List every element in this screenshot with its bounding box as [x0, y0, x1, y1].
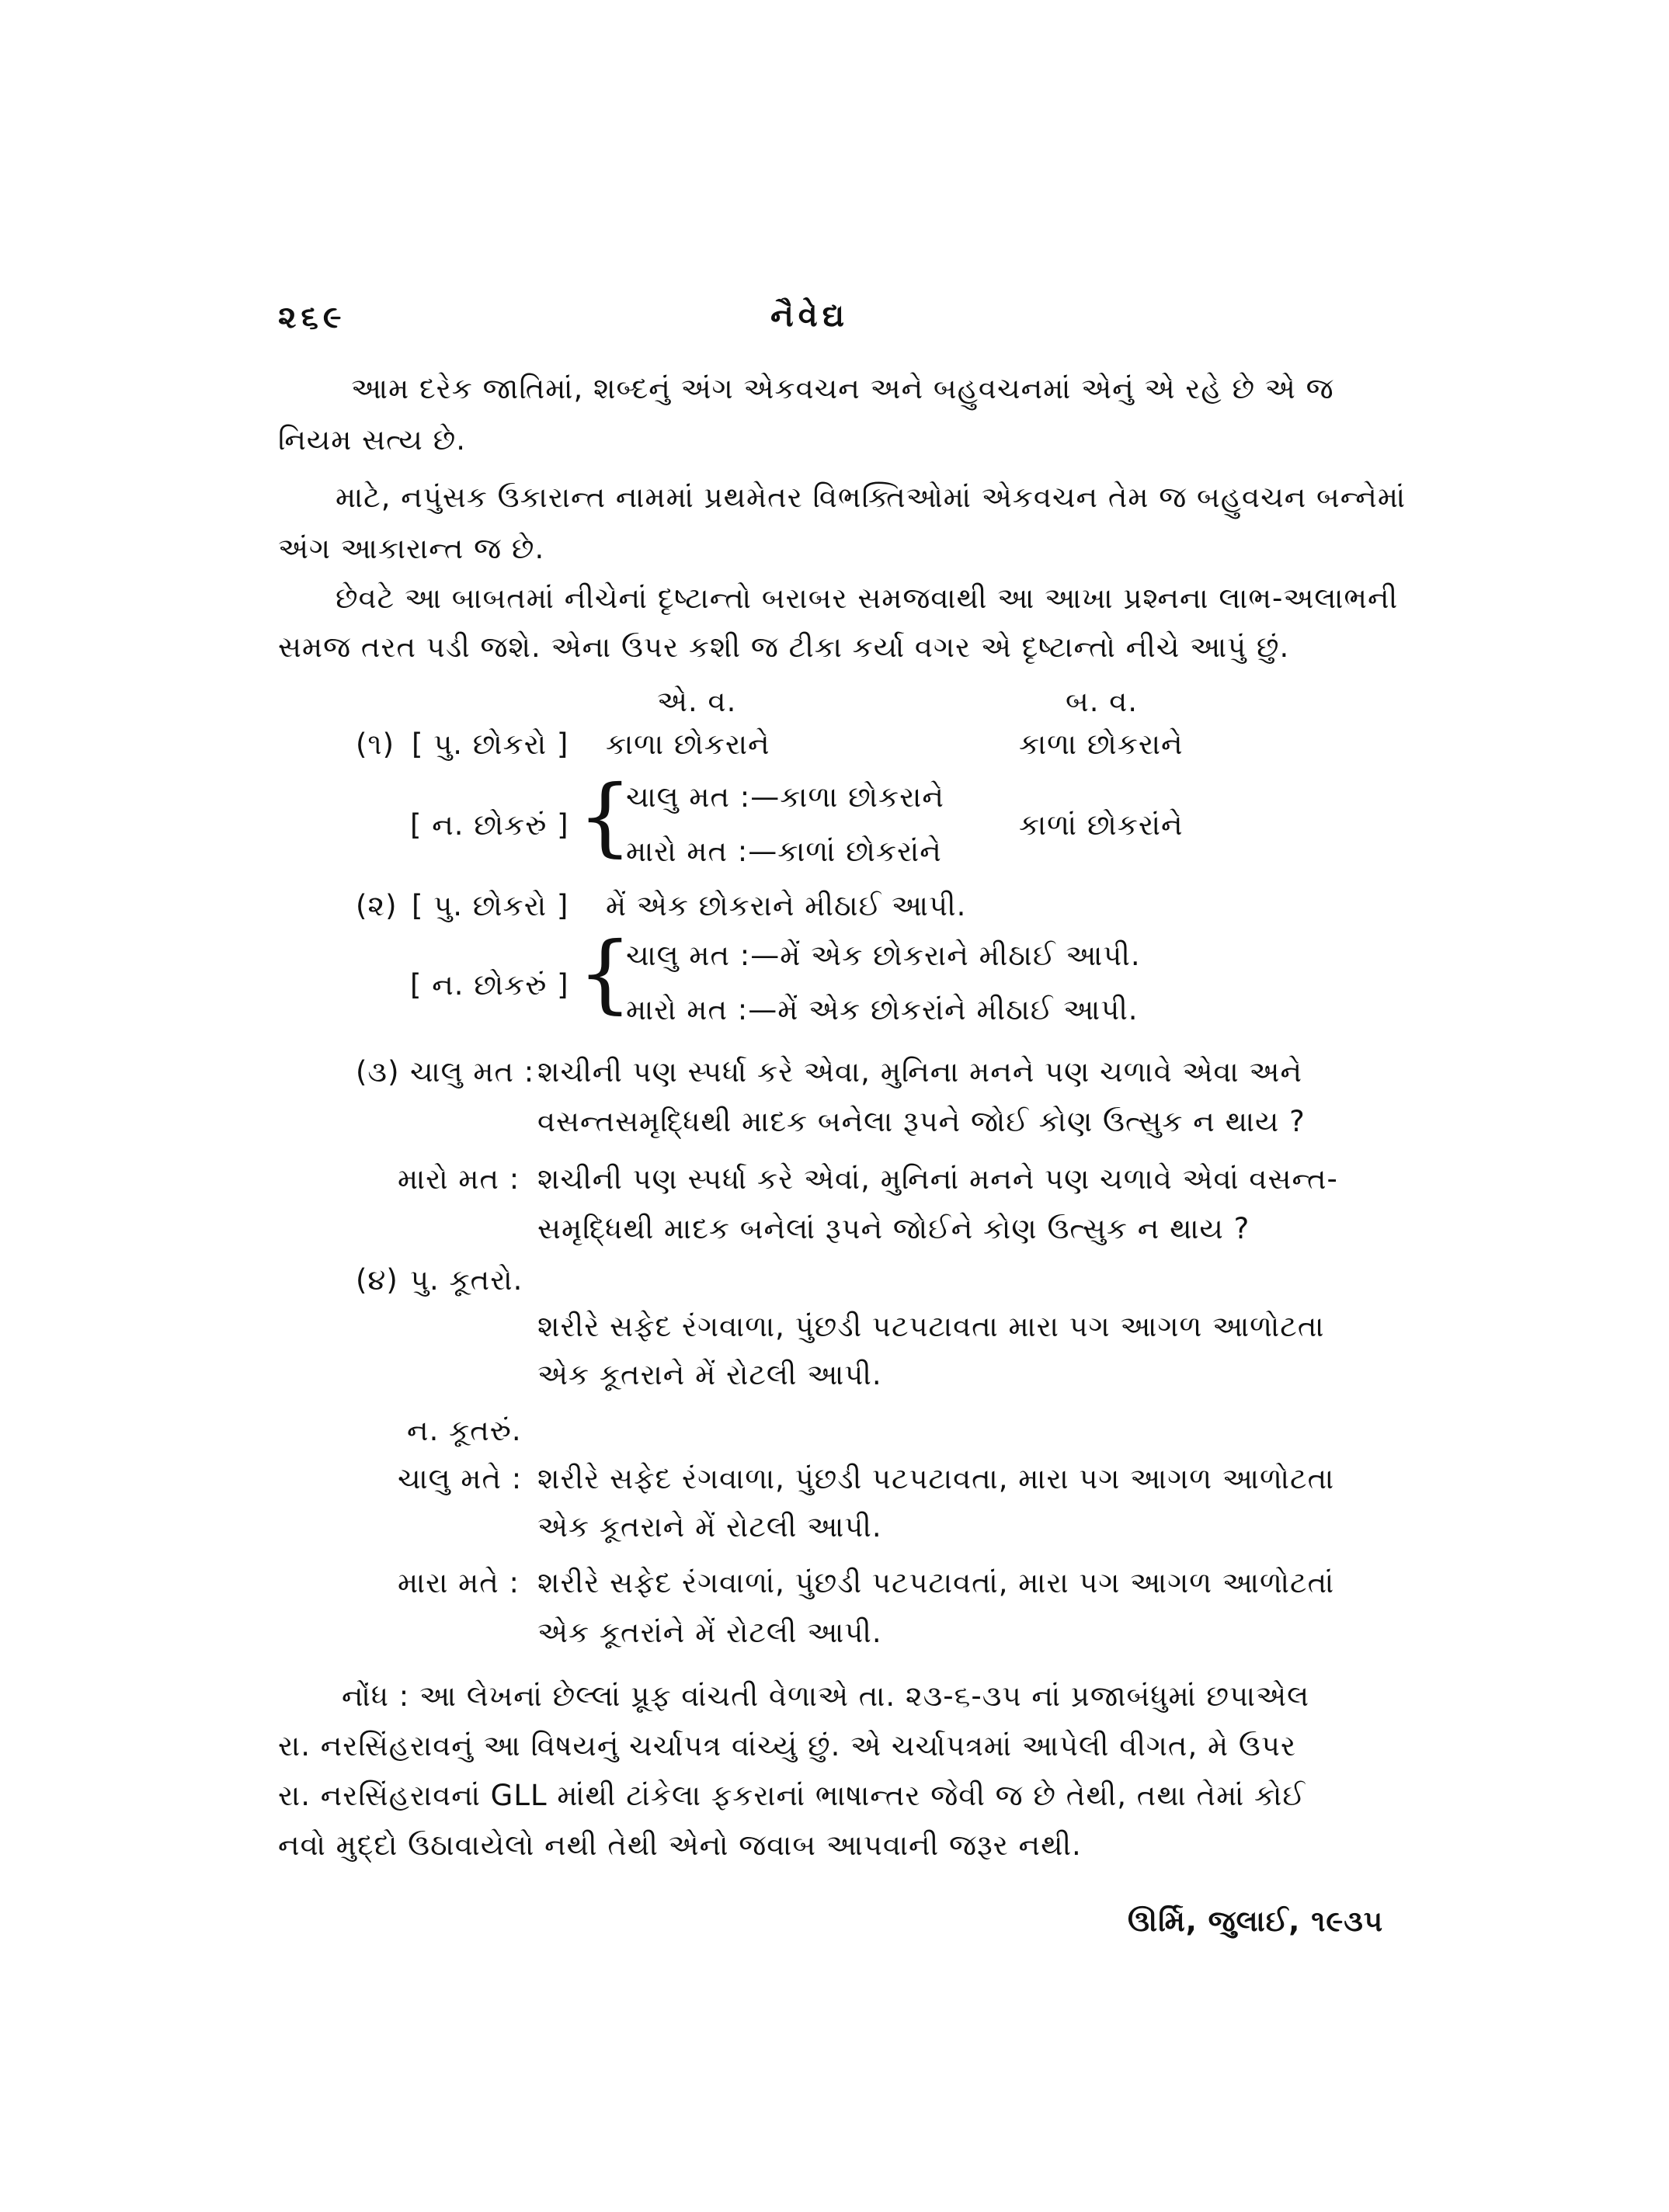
example-1-masculine-singular: કાળા છોકરાને: [606, 727, 770, 761]
example-3-mine-line-1: શચીની પણ સ્પર્ધા કરે એવાં, મુનિનાં મનને પણ ચળાવે એવાં વસન્ત-: [537, 1162, 1338, 1196]
intro-line-3: માટે, નપુંસક ઉકારાન્ત નામમાં પ્રથમેતર વિભક્તિઓમાં એકવચન તેમ જ બહુવચન બન્નેમાં: [336, 481, 1406, 514]
example-4-neuter-label: ન. કૂતરું.: [407, 1414, 522, 1447]
example-4-masculine-label: પુ. કૂતરો.: [410, 1263, 523, 1297]
curly-brace: {: [578, 766, 632, 866]
example-3-current-label: ચાલુ મત :: [410, 1055, 535, 1089]
example-2-neuter-label: [ ન. છોકરું ]: [410, 968, 569, 1002]
example-4-mine-line-1: શરીરે સફેદ રંગવાળાં, પુંછડી પટપટાવતાં, મારા પગ આગળ આળોટતાં: [537, 1566, 1335, 1599]
example-1-masculine-label: [ પુ. છોકરો ]: [412, 727, 569, 761]
note-line-3: રા. નરસિંહરાવનાં GLL માંથી ટાંકેલા ફકરાનાં ભાષાન્તર જેવી જ છે તેથી, તથા તેમાં કોઈ: [278, 1779, 1306, 1812]
example-4-number: (૪): [356, 1263, 398, 1297]
example-1-number: (૧): [356, 727, 395, 761]
note-line-4: નવો મુદ્દો ઉઠાવાયેલો નથી તેથી એનો જવાબ આપવાની જરૂર નથી.: [278, 1828, 1082, 1862]
example-4-masculine-line-2: એક કૂતરાને મેં રોટલી આપી.: [537, 1358, 882, 1391]
example-4-masculine-line-1: શરીરે સફેદ રંગવાળા, પુંછડી પટપટાવતા મારા પગ આગળ આળોટતા: [537, 1310, 1325, 1343]
example-2-masculine-sentence: મેં એક છોકરાને મીઠાઈ આપી.: [606, 889, 967, 922]
example-3-mine-label: મારો મત :: [398, 1162, 520, 1196]
column-singular: એ. વ.: [657, 685, 737, 718]
signature-source-date: ઊર્મિ, જુલાઈ, ૧૯૩૫: [1128, 1905, 1384, 1938]
column-plural: બ. વ.: [1066, 685, 1139, 718]
intro-line-5: છેવટે આ બાબતમાં નીચેનાં દૃષ્ટાન્તો બરાબર સમજવાથી આ આખા પ્રશ્નના લાભ-અલાભની: [336, 582, 1399, 615]
example-1-masculine-plural: કાળા છોકરાને: [1019, 727, 1184, 761]
example-2-neuter-mine: મારો મત :—મેં એક છોકરાંને મીઠાઈ આપી.: [626, 993, 1139, 1026]
intro-line-2: નિયમ સત્ય છે.: [278, 423, 466, 457]
example-1-neuter-current: ચાલુ મત :—કાળા છોકરાને: [626, 780, 944, 814]
page-number: ૨૬૯: [278, 300, 346, 335]
example-2-number: (૨): [356, 889, 398, 922]
example-1-neuter-label: [ ન. છોકરું ]: [410, 808, 569, 842]
example-3-number: (૩): [356, 1055, 400, 1089]
example-4-current-label: ચાલુ મતે :: [398, 1462, 523, 1495]
curly-brace: {: [578, 923, 632, 1023]
running-title: નૈવેદ્ય: [770, 298, 850, 334]
example-2-masculine-label: [ પુ. છોકરો ]: [412, 889, 569, 922]
example-4-mine-line-2: એક કૂતરાંને મેં રોટલી આપી.: [537, 1616, 882, 1649]
example-4-current-line-1: શરીરે સફેદ રંગવાળા, પુંછડી પટપટાવતા, મારા પગ આગળ આળોટતા: [537, 1462, 1335, 1495]
example-1-neuter-mine: મારો મત :—કાળાં છોકરાંને: [626, 835, 942, 868]
example-4-current-line-2: એક કૂતરાને મેં રોટલી આપી.: [537, 1510, 882, 1544]
example-2-neuter-current: ચાલુ મત :—મેં એક છોકરાને મીઠાઈ આપી.: [626, 939, 1141, 972]
note-line-2: રા. નરસિંહરાવનું આ વિષયનું ચર્ચાપત્ર વાંચ્યું છું. એ ચર્ચાપત્રમાં આપેલી વીગત, મે ઉપર: [278, 1729, 1296, 1762]
note-line-1: નોંધ : આ લેખનાં છેલ્લાં પ્રૂફ વાંચતી વેળાએ તા. ૨૩-૬-૩૫ નાં પ્રજાબંધુમાં છપાએલ: [342, 1679, 1310, 1713]
example-3-current-line-1: શચીની પણ સ્પર્ધા કરે એવા, મુનિના મનને પણ ચળાવે એવા અને: [537, 1055, 1303, 1089]
example-3-mine-line-2: સમૃદ્ધિથી માદક બનેલાં રૂપને જોઈને કોણ ઉત્સુક ન થાય ?: [537, 1212, 1250, 1245]
example-3-current-line-2: વસન્તસમૃદ્ધિથી માદક બનેલા રૂપને જોઈ કોણ ઉત્સુક ન થાય ?: [537, 1105, 1306, 1138]
example-4-mine-label: મારા મતે :: [398, 1566, 520, 1599]
intro-line-6: સમજ તરત પડી જશે. એના ઉપર કશી જ ટીકા કર્યા વગર એ દૃષ્ટાન્તો નીચે આપું છું.: [278, 630, 1290, 664]
example-1-neuter-plural: કાળાં છોકરાંને: [1019, 808, 1184, 842]
intro-line-4: અંગ આકારાન્ત જ છે.: [278, 532, 545, 565]
intro-line-1: આમ દરેક જાતિમાં, શબ્દનું અંગ એકવચન અને બહુવચનમાં એનું એ રહે છે એ જ: [351, 372, 1334, 405]
